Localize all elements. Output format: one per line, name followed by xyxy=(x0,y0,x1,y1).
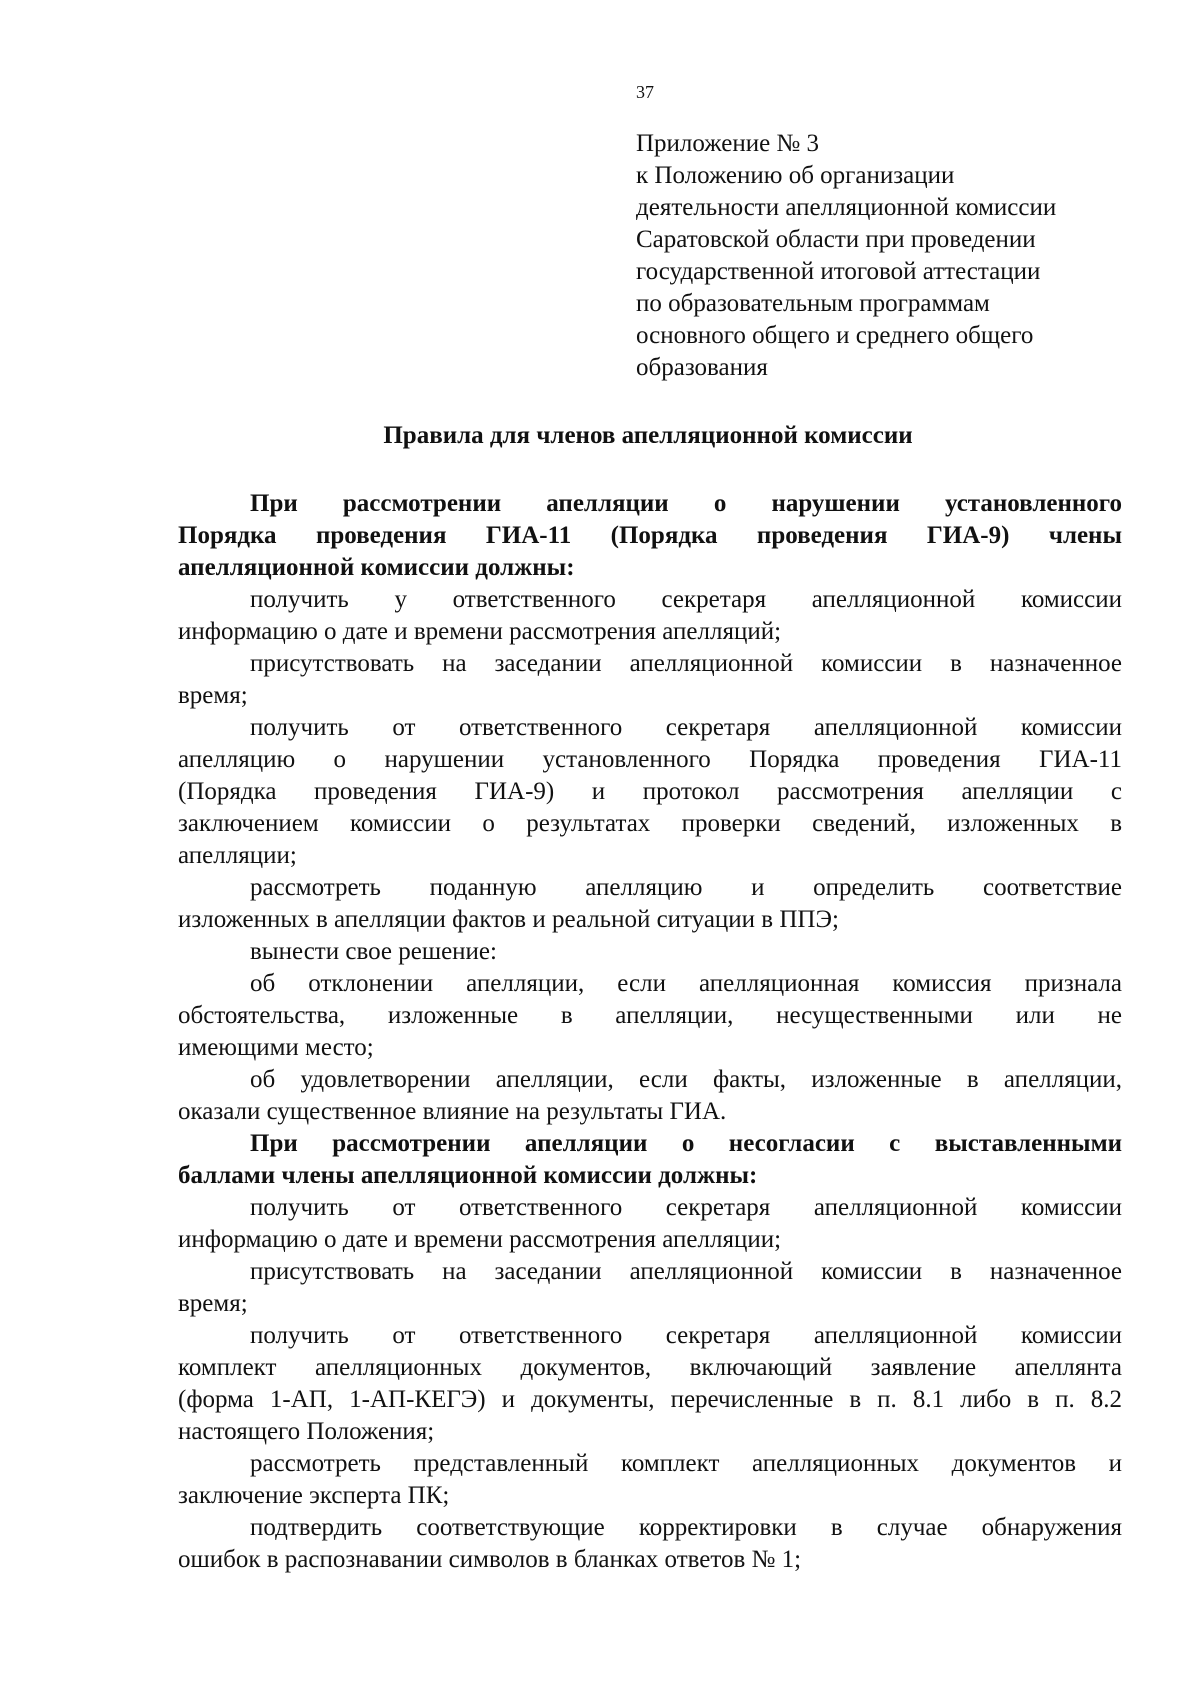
text-line: получить от ответственного секретаря апелляционной комиссии xyxy=(250,714,1122,741)
text-line: При рассмотрении апелляции о нарушении установленного xyxy=(250,490,1122,517)
text-line: об удовлетворении апелляции, если факты, изложенные в апелляции, xyxy=(250,1066,1122,1093)
paragraph xyxy=(178,936,1122,968)
text-line: имеющими место; xyxy=(178,1034,374,1061)
paragraph xyxy=(178,872,1122,936)
text-line: ошибок в распознавании символов в бланках ответов № 1; xyxy=(178,1546,802,1573)
text-line: информацию о дате и времени рассмотрения апелляции; xyxy=(178,1226,782,1253)
paragraph xyxy=(178,968,1122,1064)
section-heading xyxy=(178,1128,1122,1192)
text-line: об отклонении апелляции, если апелляционная комиссия признала xyxy=(250,970,1122,997)
text-line: апелляционной комиссии должны: xyxy=(178,554,575,581)
text-line: получить у ответственного секретаря апелляционной комиссии xyxy=(250,586,1122,613)
text-line: изложенных в апелляции фактов и реальной ситуации в ППЭ; xyxy=(178,906,839,933)
text-line: обстоятельства, изложенные в апелляции, несущественными или не xyxy=(178,1002,1122,1029)
paragraph xyxy=(178,1064,1122,1128)
paragraph xyxy=(178,648,1122,712)
paragraph xyxy=(178,1320,1122,1448)
text-line: присутствовать на заседании апелляционной комиссии в назначенное xyxy=(250,1258,1122,1285)
annex-line: Приложение № 3 xyxy=(636,130,820,157)
text-line: комплект апелляционных документов, включающий заявление апеллянта xyxy=(178,1354,1122,1381)
annex-line: деятельности апелляционной комиссии xyxy=(636,194,1057,221)
annex-line: по образовательным программам xyxy=(636,290,990,317)
text-line: получить от ответственного секретаря апелляционной комиссии xyxy=(250,1194,1122,1221)
document-title: Правила для членов апелляционной комиссии xyxy=(383,422,913,449)
text-line: баллами члены апелляционной комиссии должны: xyxy=(178,1162,758,1189)
text-line: информацию о дате и времени рассмотрения апелляций; xyxy=(178,618,782,645)
text-line: присутствовать на заседании апелляционной комиссии в назначенное xyxy=(250,650,1122,677)
text-line: подтвердить соответствующие корректировки в случае обнаружения xyxy=(250,1514,1122,1541)
paragraph xyxy=(178,1192,1122,1256)
paragraph xyxy=(178,1512,1122,1576)
page-number: 37 xyxy=(636,82,654,102)
text-line: время; xyxy=(178,1290,248,1317)
annex-line: государственной итоговой аттестации xyxy=(636,258,1041,285)
text-line: апелляцию о нарушении установленного Порядка проведения ГИА-11 xyxy=(178,746,1122,773)
text-line: (форма 1-АП, 1-АП-КЕГЭ) и документы, перечисленные в п. 8.1 либо в п. 8.2 xyxy=(178,1386,1122,1413)
text-line: Порядка проведения ГИА-11 (Порядка проведения ГИА-9) члены xyxy=(178,522,1122,549)
text-line: При рассмотрении апелляции о несогласии с выставленными xyxy=(250,1130,1122,1157)
paragraph xyxy=(178,1256,1122,1320)
annex-line: образования xyxy=(636,354,768,381)
text-line: (Порядка проведения ГИА-9) и протокол рассмотрения апелляции с xyxy=(178,778,1122,805)
text-line: настоящего Положения; xyxy=(178,1418,435,1445)
annex-header xyxy=(636,128,1156,384)
text-line: вынести свое решение: xyxy=(250,938,497,965)
text-line: рассмотреть представленный комплект апелляционных документов и xyxy=(250,1450,1122,1477)
text-line: заключение эксперта ПК; xyxy=(178,1482,450,1509)
text-line: апелляции; xyxy=(178,842,297,869)
paragraph xyxy=(178,712,1122,872)
text-line: заключением комиссии о результатах проверки сведений, изложенных в xyxy=(178,810,1122,837)
annex-line: Саратовской области при проведении xyxy=(636,226,1036,253)
paragraph xyxy=(178,1448,1122,1512)
paragraph xyxy=(178,584,1122,648)
text-line: время; xyxy=(178,682,248,709)
text-line: получить от ответственного секретаря апелляционной комиссии xyxy=(250,1322,1122,1349)
annex-line: основного общего и среднего общего xyxy=(636,322,1034,349)
text-line: рассмотреть поданную апелляцию и определить соответствие xyxy=(250,874,1122,901)
text-line: оказали существенное влияние на результаты ГИА. xyxy=(178,1098,727,1125)
annex-line: к Положению об организации xyxy=(636,162,955,189)
section-heading xyxy=(178,488,1122,584)
document-body xyxy=(178,488,1122,1576)
